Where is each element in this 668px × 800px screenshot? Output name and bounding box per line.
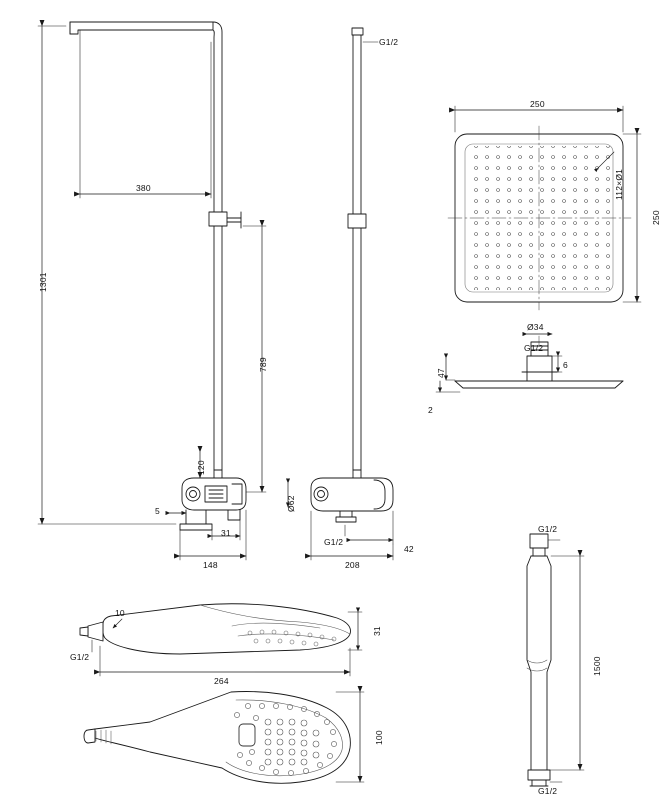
dim-148: 148	[203, 560, 218, 570]
dim-31: 31	[221, 528, 231, 538]
dim-head-depth-250: 250	[651, 210, 661, 225]
label-g12-top: G1/2	[379, 37, 399, 47]
dim-nozzles: 112×Ø1	[614, 168, 624, 200]
side-view-geometry	[311, 28, 393, 522]
label-g12-hose-top: G1/2	[538, 524, 558, 534]
dim-2: 2	[428, 405, 433, 415]
dim-head-width-250: 250	[530, 99, 545, 109]
dim-5: 5	[155, 506, 160, 516]
front-view-geometry	[70, 22, 246, 530]
dim-1500: 1500	[592, 656, 602, 676]
label-g12-outlet: G1/2	[324, 537, 344, 547]
dim-6: 6	[563, 360, 568, 370]
label-g12-hose-bottom: G1/2	[538, 786, 558, 796]
dim-47: 47	[436, 368, 446, 378]
label-g12-handset: G1/2	[70, 652, 90, 662]
hose-geometry	[527, 534, 551, 786]
head-plan-geometry	[448, 126, 631, 310]
dim-62: Ø62	[286, 495, 296, 512]
dim-264: 264	[214, 676, 229, 686]
dim-380: 380	[136, 183, 151, 193]
dim-208: 208	[345, 560, 360, 570]
handset-plan-geometry	[84, 692, 350, 784]
dim-handset-31: 31	[372, 626, 382, 636]
dim-10: 10	[115, 608, 125, 618]
dim-100: 100	[374, 730, 384, 745]
dim-789: 789	[258, 357, 268, 372]
label-g12-head: G1/2	[524, 343, 544, 353]
dim-120: 120	[196, 460, 206, 475]
dim-34: Ø34	[527, 322, 544, 332]
dim-42: 42	[404, 544, 414, 554]
dim-1301: 1301	[38, 272, 48, 292]
hose-dimensions	[548, 540, 584, 782]
